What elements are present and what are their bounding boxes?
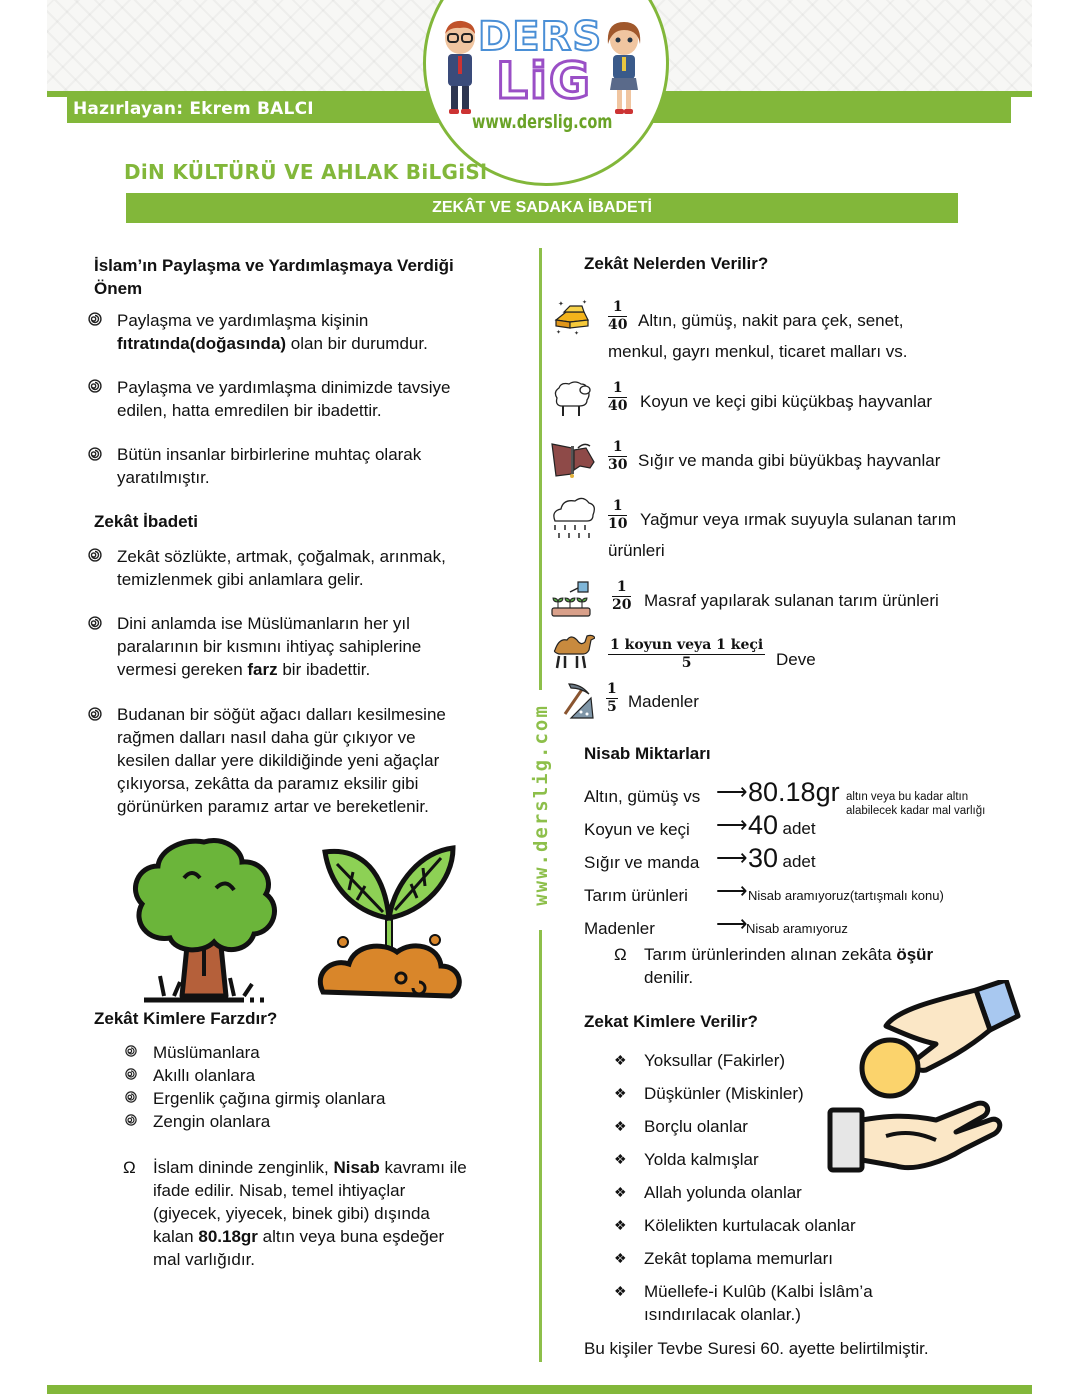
tree-icon [124,836,284,1008]
nisab-label: Koyun ve keçi [584,820,690,839]
diamond-bullet-icon: ❖ [614,1151,627,1167]
omega-bullet-icon: Ω [123,1158,136,1177]
diamond-bullet-icon: ❖ [614,1250,627,1266]
spiral-bullet-icon [125,1068,137,1080]
nisab-note: Nisab aramıyoruz(tartışmalı konu) [748,888,944,903]
list-item: ❖ Kölelikten kurtulacak olanlar [614,1214,873,1247]
nisab-label: Altın, gümüş vs [584,787,701,806]
list-item: Zekât sözlükte, artmak, çoğalmak, arınmak, temizlenmek gibi anlamlara gelir. [117,547,446,589]
list-item: Paylaşma ve yardımlaşma kişinin fıtratında(doğasında) olan bir durumdur. [117,311,428,353]
list-item: Akıllı olanlara [153,1066,256,1085]
svg-text:✦: ✦ [574,331,580,336]
omega-bullet-icon: Ω [614,945,627,964]
sheep-icon [551,380,593,420]
sprout-icon [313,842,465,1004]
section-title-what-given: Zekât Nelerden Verilir? [584,254,769,273]
zakat-source-text: Madenler [628,692,699,711]
list-item: ❖ Müellefe-i Kulûb (Kalbi İslâm’a ısındırılacak olanlar.) [614,1282,873,1324]
camel-icon [551,632,595,670]
watering-plants-icon [550,576,594,620]
spiral-bullet-icon [88,707,102,721]
zakat-source-text: Koyun ve keçi gibi küçükbaş hayvanlar [640,392,932,411]
diamond-bullet-icon: ❖ [614,1217,627,1233]
nisab-value: 80.18gr [748,777,840,807]
vertical-watermark: www.derslig.com [530,704,552,906]
diamond-bullet-icon: ❖ [614,1184,627,1200]
logo-url[interactable]: www.derslig.com [472,111,613,133]
spiral-bullet-icon [125,1114,137,1126]
zakat-source-text-cont: ürünleri [608,541,665,560]
subject-title: DiN KÜLTÜRÜ VE AHLAK BiLGiSi [124,160,488,184]
logo-lig-text: LiG [496,52,593,110]
list-item: Budanan bir söğüt ağacı dalları kesilmesine rağmen dalları nasıl daha gür çıkıyor ve kesilen dallar yere dikildiğinde yeni ağaçlar çıkıyorsa, zekâtta da paramız eksilir gibi görünürken paramız artar ve bereketlenir. [117,705,446,816]
fraction: $\frac{1}{40}$ [608,299,628,333]
spiral-bullet-icon [88,447,102,461]
fraction: $\frac{1}{20}$ [612,579,632,613]
nisab-note: Nisab aramıyoruz [746,921,848,936]
list-item: Bütün insanlar birbirlerine muhtaç olarak yaratılmıştır. [117,445,422,487]
list-item: ❖ Allah yolunda olanlar [614,1181,873,1214]
zakat-source-text: Altın, gümüş, nakit para çek, senet, [638,311,904,330]
list-item: ❖ Zekât toplama memurları [614,1247,873,1280]
list-item: ❖ Borçlu olanlar [614,1115,873,1148]
gold-bars-icon [552,298,592,336]
spiral-bullet-icon [125,1091,137,1103]
column-divider-top [539,248,542,690]
fraction: $\frac{1}{5}$ [607,681,617,715]
nisab-label: Madenler [584,919,655,938]
arrow-right-icon: ⟶ [716,845,748,870]
nisab-note: altın veya bu kadar altın alabilecek kadar mal varlığı [846,791,986,817]
diamond-bullet-icon: ❖ [614,1052,627,1068]
spiral-bullet-icon [125,1045,137,1057]
giving-coin-hands-icon [826,980,1022,1176]
arrow-right-icon: ⟶ [716,812,748,837]
recipients-footer: Bu kişiler Tevbe Suresi 60. ayette belirtilmiştir. [584,1339,929,1358]
nisab-label: Tarım ürünleri [584,886,688,905]
osur-note: Tarım ürünlerinden alınan zekâta öşür denilir. [644,945,934,987]
list-item: Ergenlik çağına girmiş olanlara [153,1089,386,1108]
list-item: Zengin olanlara [153,1112,271,1131]
zakat-source-text: Deve [776,650,816,669]
spiral-bullet-icon [88,379,102,393]
nisab-value-row: 40 adet [748,810,816,840]
arrow-right-icon: ⟶ [716,779,748,804]
cow-icon [550,440,595,478]
section-title-sharing: İslam’ın Paylaşma ve Yardımlaşmaya Verdiği Önem [94,256,454,298]
list-item: ❖ Yolda kalmışlar [614,1148,873,1181]
list-item: Müslümanlara [153,1043,260,1062]
fraction: $\frac{1}{40}$ [608,380,628,414]
topic-title: ZEKÂT VE SADAKA İBADETİ [126,193,958,223]
zakat-source-text: Sığır ve manda gibi büyükbaş hayvanlar [638,451,941,470]
rain-cloud-icon [549,495,595,541]
boy-mascot-icon [440,18,480,118]
spiral-bullet-icon [88,312,102,326]
arrow-right-icon: ⟶ [716,911,748,936]
diamond-bullet-icon: ❖ [614,1118,627,1134]
diamond-bullet-icon: ❖ [614,1085,627,1101]
fraction: $\frac{1}{30}$ [608,439,628,473]
list-item: ❖ Düşkünler (Miskinler) [614,1082,873,1115]
nisab-note: İslam dininde zenginlik, Nisab kavramı ile ifade edilir. Nisab, temel ihtiyaçlar (giyecek, yiyecek, binek gibi) dışında kalan 80.18gr altın veya buna eşdeğer mal varlığıdır. [153,1158,467,1269]
spiral-bullet-icon [88,548,102,562]
svg-text:✦: ✦ [582,300,588,306]
svg-text:✦: ✦ [556,330,562,336]
girl-mascot-icon [604,18,644,118]
footer-green-bar [47,1385,1032,1394]
section-title-recipients: Zekat Kimlere Verilir? [584,1012,758,1031]
zakat-source-text: Yağmur veya ırmak suyuyla sulanan tarım [640,510,957,529]
pickaxe-icon [557,680,597,720]
column-divider-bottom [539,930,542,1362]
svg-text:✦: ✦ [558,301,564,308]
list-item: Dini anlamda ise Müslümanların her yıl paralarının bir kısmını ihtiyaç sahiplerine vermesi gereken farz bir ibadettir. [117,614,422,679]
logo-ders-text: DERS [478,14,603,60]
diamond-bullet-icon: ❖ [614,1283,627,1299]
nisab-value-row: 30 adet [748,843,816,873]
zakat-source-text-cont: menkul, gayrı menkul, ticaret malları vs. [608,342,908,361]
section-title-zakat-worship: Zekât İbadeti [94,512,198,531]
nisab-label: Sığır ve manda [584,853,700,872]
section-title-nisab: Nisab Miktarları [584,744,711,763]
author-label: Hazırlayan: Ekrem BALCI [73,99,314,119]
list-item: ❖ Yoksullar (Fakirler) [614,1049,873,1082]
arrow-right-icon: ⟶ [716,878,748,903]
fraction: $\frac{1}{10}$ [608,498,628,532]
spiral-bullet-icon [88,616,102,630]
list-item: Paylaşma ve yardımlaşma dinimizde tavsiye edilen, hatta emredilen bir ibadettir. [117,378,451,420]
fraction: 1 koyun veya 1 keçi 5 [610,637,764,671]
zakat-source-text: Masraf yapılarak sulanan tarım ürünleri [644,591,939,610]
section-title-who-obliged: Zekât Kimlere Farzdır? [94,1009,278,1028]
